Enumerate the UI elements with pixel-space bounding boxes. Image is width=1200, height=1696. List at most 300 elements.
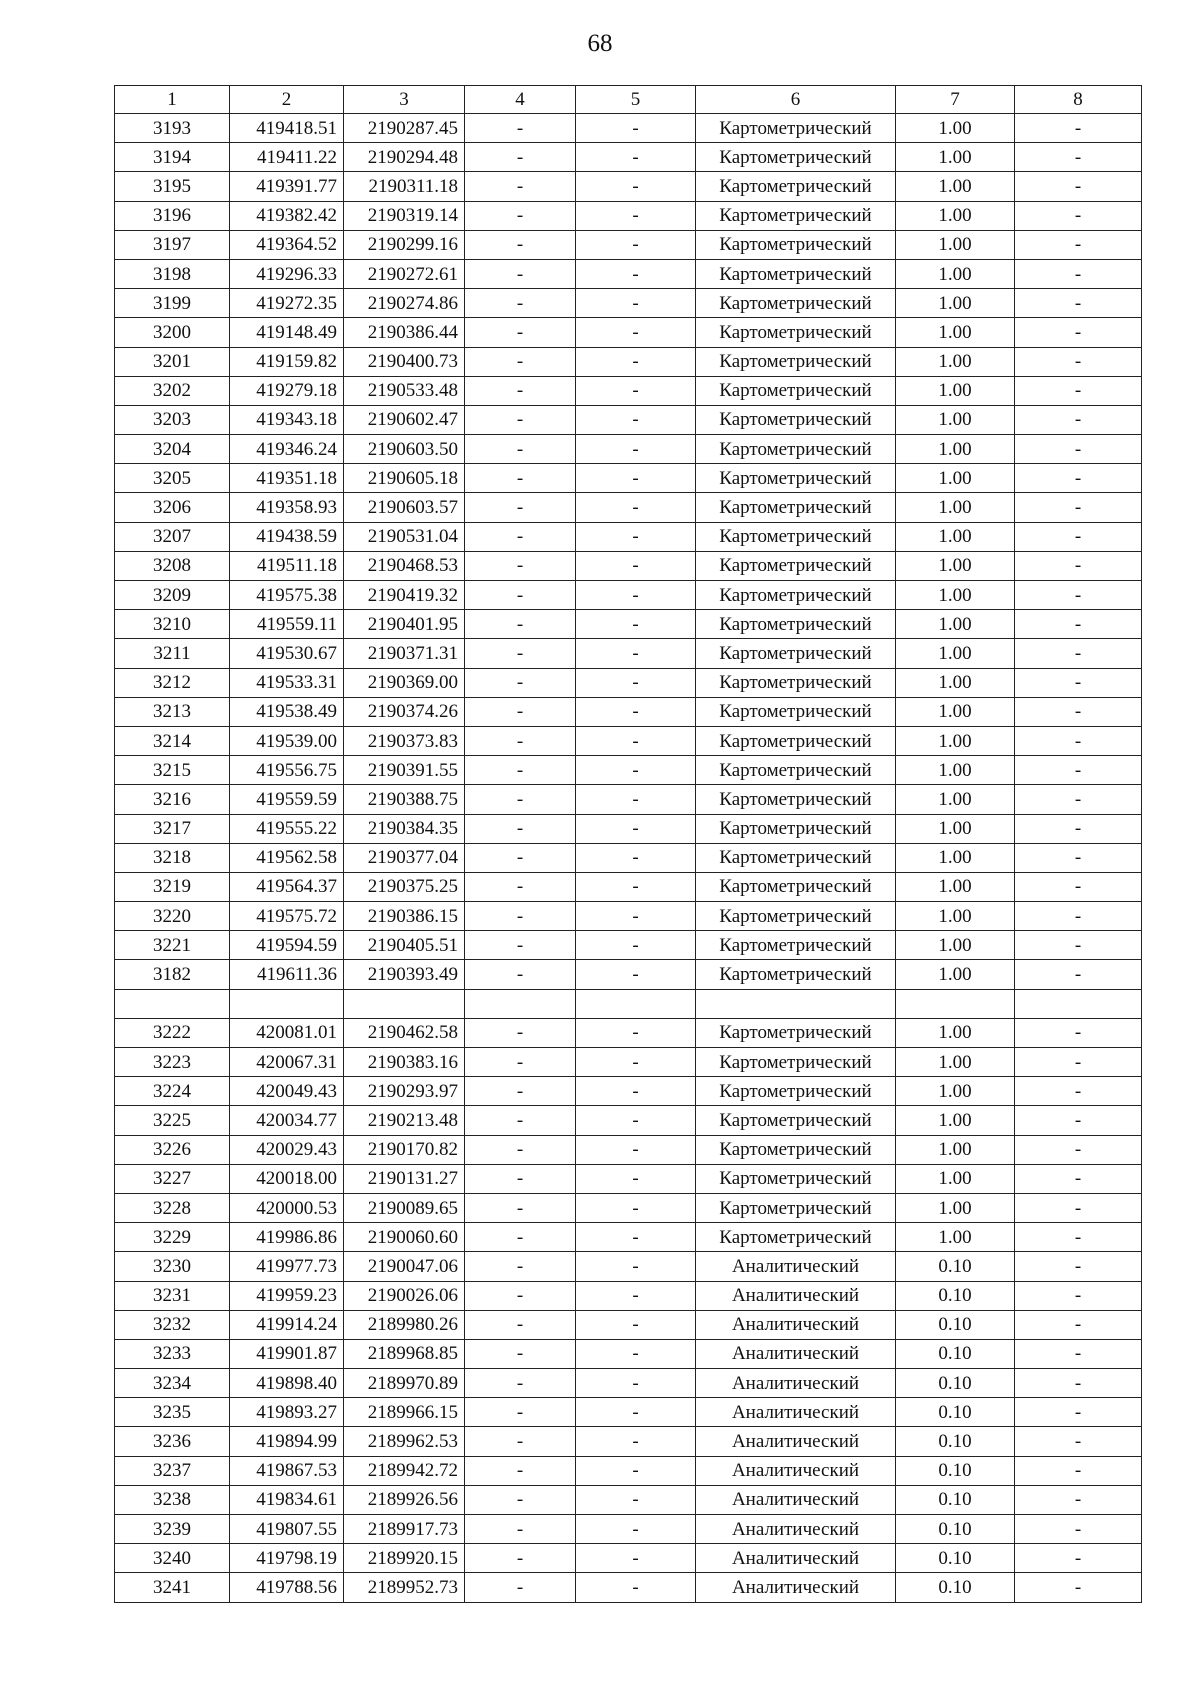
table-row xyxy=(115,201,1142,230)
table-cell: 2189980.26 xyxy=(344,1310,465,1339)
table-cell: Картометрический xyxy=(696,230,896,259)
table-cell: - xyxy=(1015,756,1142,785)
table-cell: - xyxy=(576,1164,696,1193)
column-header: 1 xyxy=(115,86,230,114)
table-cell: 0.10 xyxy=(896,1310,1015,1339)
table-row xyxy=(115,1310,1142,1339)
table-cell: - xyxy=(576,960,696,989)
table-cell: 0.10 xyxy=(896,1398,1015,1427)
table-row xyxy=(115,989,1142,1018)
table-cell: 2190419.32 xyxy=(344,581,465,610)
table-cell: 420034.77 xyxy=(230,1106,344,1135)
table-cell: 2190131.27 xyxy=(344,1164,465,1193)
table-cell: - xyxy=(465,785,576,814)
table-cell: - xyxy=(465,814,576,843)
table-cell: Картометрический xyxy=(696,931,896,960)
table-cell: - xyxy=(465,1485,576,1514)
table-cell: - xyxy=(576,1193,696,1222)
table-row xyxy=(115,902,1142,931)
table-cell: - xyxy=(1015,464,1142,493)
table-cell: 3233 xyxy=(115,1339,230,1368)
table-cell: Картометрический xyxy=(696,347,896,376)
table-cell: - xyxy=(576,1310,696,1339)
table-cell: 419530.67 xyxy=(230,639,344,668)
table-cell: 419418.51 xyxy=(230,114,344,143)
table-cell: 2190377.04 xyxy=(344,843,465,872)
table-cell: 1.00 xyxy=(896,1018,1015,1047)
table-row xyxy=(115,1252,1142,1281)
table-row xyxy=(115,1018,1142,1047)
table-cell: - xyxy=(576,1281,696,1310)
table-cell: 419159.82 xyxy=(230,347,344,376)
table-cell: - xyxy=(1015,551,1142,580)
table-cell: - xyxy=(465,114,576,143)
table-cell: - xyxy=(465,1252,576,1281)
table-cell: Картометрический xyxy=(696,697,896,726)
table-cell: - xyxy=(465,376,576,405)
table-cell: - xyxy=(465,931,576,960)
table-cell: - xyxy=(1015,1135,1142,1164)
table-cell: 419611.36 xyxy=(230,960,344,989)
table-cell: 1.00 xyxy=(896,522,1015,551)
table-cell: - xyxy=(1015,493,1142,522)
table-cell: 1.00 xyxy=(896,1106,1015,1135)
table-cell: 3208 xyxy=(115,551,230,580)
table-cell xyxy=(1015,989,1142,1018)
table-cell: - xyxy=(1015,201,1142,230)
table-cell: - xyxy=(576,376,696,405)
table-cell: - xyxy=(465,726,576,755)
table-cell: 419914.24 xyxy=(230,1310,344,1339)
table-cell: 1.00 xyxy=(896,581,1015,610)
table-cell: - xyxy=(1015,318,1142,347)
table-cell: Картометрический xyxy=(696,464,896,493)
column-header: 6 xyxy=(696,86,896,114)
table-cell: 2190468.53 xyxy=(344,551,465,580)
table-cell: 3202 xyxy=(115,376,230,405)
table-cell: - xyxy=(465,143,576,172)
table-cell: - xyxy=(576,843,696,872)
table-cell: - xyxy=(465,872,576,901)
table-cell: - xyxy=(1015,289,1142,318)
table-cell: 2190386.15 xyxy=(344,902,465,931)
table-cell: - xyxy=(465,1048,576,1077)
table-row xyxy=(115,522,1142,551)
table-cell: 419562.58 xyxy=(230,843,344,872)
table-cell: 0.10 xyxy=(896,1369,1015,1398)
table-cell: - xyxy=(465,435,576,464)
column-header: 8 xyxy=(1015,86,1142,114)
table-row xyxy=(115,289,1142,318)
table-cell: 3182 xyxy=(115,960,230,989)
table-cell: Картометрический xyxy=(696,872,896,901)
table-cell: - xyxy=(465,551,576,580)
table-cell: 1.00 xyxy=(896,289,1015,318)
table-cell: 0.10 xyxy=(896,1456,1015,1485)
table-cell: 2190213.48 xyxy=(344,1106,465,1135)
table-row xyxy=(115,785,1142,814)
table-cell: - xyxy=(465,405,576,434)
table-cell: Аналитический xyxy=(696,1398,896,1427)
table-cell: 1.00 xyxy=(896,201,1015,230)
table-cell: 419438.59 xyxy=(230,522,344,551)
table-cell: - xyxy=(1015,347,1142,376)
table-cell: - xyxy=(576,172,696,201)
table-cell: 1.00 xyxy=(896,668,1015,697)
table-cell: - xyxy=(576,464,696,493)
table-cell: 419894.99 xyxy=(230,1427,344,1456)
table-cell: 3236 xyxy=(115,1427,230,1456)
table-cell: - xyxy=(1015,1427,1142,1456)
table-row xyxy=(115,1398,1142,1427)
table-cell: 419391.77 xyxy=(230,172,344,201)
table-cell: 3239 xyxy=(115,1515,230,1544)
table-cell: 1.00 xyxy=(896,230,1015,259)
table-cell: Картометрический xyxy=(696,493,896,522)
table-cell: - xyxy=(1015,114,1142,143)
table-cell: - xyxy=(465,1515,576,1544)
table-cell: 3196 xyxy=(115,201,230,230)
table-cell: 1.00 xyxy=(896,551,1015,580)
table-cell: Картометрический xyxy=(696,259,896,288)
table-cell: 2189962.53 xyxy=(344,1427,465,1456)
table-cell: 3204 xyxy=(115,435,230,464)
table-cell: - xyxy=(465,318,576,347)
table-cell: - xyxy=(576,872,696,901)
table-cell: Аналитический xyxy=(696,1485,896,1514)
table-cell: 1.00 xyxy=(896,1223,1015,1252)
table-cell: - xyxy=(465,1164,576,1193)
table-cell: 3235 xyxy=(115,1398,230,1427)
table-cell: 420067.31 xyxy=(230,1048,344,1077)
table-cell: Аналитический xyxy=(696,1369,896,1398)
table-cell: 1.00 xyxy=(896,493,1015,522)
table-cell: 3211 xyxy=(115,639,230,668)
table-cell: 3228 xyxy=(115,1193,230,1222)
table-cell: 1.00 xyxy=(896,814,1015,843)
table-cell: - xyxy=(465,581,576,610)
table-cell: 419364.52 xyxy=(230,230,344,259)
table-cell: Картометрический xyxy=(696,1106,896,1135)
table-cell: 419556.75 xyxy=(230,756,344,785)
table-cell: - xyxy=(576,1369,696,1398)
table-cell: - xyxy=(576,201,696,230)
table-row xyxy=(115,114,1142,143)
table-cell: 3194 xyxy=(115,143,230,172)
table-cell: Аналитический xyxy=(696,1573,896,1602)
table-cell: 419807.55 xyxy=(230,1515,344,1544)
table-row xyxy=(115,697,1142,726)
table-cell: Картометрический xyxy=(696,201,896,230)
table-cell: 2190386.44 xyxy=(344,318,465,347)
table-cell: 419575.72 xyxy=(230,902,344,931)
table-cell: 2190388.75 xyxy=(344,785,465,814)
table-cell: Картометрический xyxy=(696,960,896,989)
table-cell: - xyxy=(1015,785,1142,814)
table-cell: 1.00 xyxy=(896,1164,1015,1193)
table-cell: 2190026.06 xyxy=(344,1281,465,1310)
table-cell: - xyxy=(1015,1077,1142,1106)
table-cell: 3237 xyxy=(115,1456,230,1485)
table-cell: 3210 xyxy=(115,610,230,639)
table-cell: 3198 xyxy=(115,259,230,288)
table-cell: - xyxy=(465,1544,576,1573)
table-cell xyxy=(344,989,465,1018)
table-cell: - xyxy=(576,230,696,259)
table-row xyxy=(115,259,1142,288)
table-cell: - xyxy=(1015,230,1142,259)
table-cell: - xyxy=(1015,1048,1142,1077)
table-cell: 2189966.15 xyxy=(344,1398,465,1427)
table-cell: 2189952.73 xyxy=(344,1573,465,1602)
table-cell: - xyxy=(465,1310,576,1339)
table-cell: - xyxy=(576,814,696,843)
table-cell: 2190602.47 xyxy=(344,405,465,434)
table-cell: 2190369.00 xyxy=(344,668,465,697)
table-cell: 2190294.48 xyxy=(344,143,465,172)
table-cell: - xyxy=(465,1223,576,1252)
table-cell: 420081.01 xyxy=(230,1018,344,1047)
table-cell: 1.00 xyxy=(896,464,1015,493)
column-header: 7 xyxy=(896,86,1015,114)
table-cell: - xyxy=(1015,1339,1142,1368)
table-cell: 3195 xyxy=(115,172,230,201)
table-cell: Аналитический xyxy=(696,1456,896,1485)
table-cell: - xyxy=(576,318,696,347)
table-row xyxy=(115,1135,1142,1164)
table-cell: - xyxy=(465,902,576,931)
table-cell: - xyxy=(576,1456,696,1485)
table-cell: - xyxy=(465,1135,576,1164)
table-cell: 419867.53 xyxy=(230,1456,344,1485)
table-cell: 3207 xyxy=(115,522,230,551)
table-cell: - xyxy=(576,697,696,726)
table-cell: 419346.24 xyxy=(230,435,344,464)
column-header: 4 xyxy=(465,86,576,114)
table-cell: 1.00 xyxy=(896,1048,1015,1077)
table-cell: - xyxy=(465,960,576,989)
table-cell: 419594.59 xyxy=(230,931,344,960)
table-cell: 3232 xyxy=(115,1310,230,1339)
table-row xyxy=(115,668,1142,697)
table-cell: - xyxy=(465,1398,576,1427)
table-cell: 2189926.56 xyxy=(344,1485,465,1514)
table-cell: 419898.40 xyxy=(230,1369,344,1398)
table-cell: - xyxy=(1015,960,1142,989)
table-cell: - xyxy=(1015,581,1142,610)
table-row xyxy=(115,1339,1142,1368)
table-row xyxy=(115,872,1142,901)
table-row xyxy=(115,610,1142,639)
table-cell: 2190383.16 xyxy=(344,1048,465,1077)
table-cell: - xyxy=(1015,1310,1142,1339)
table-cell: 3205 xyxy=(115,464,230,493)
table-cell: Аналитический xyxy=(696,1281,896,1310)
table-cell: - xyxy=(576,551,696,580)
table-cell: 0.10 xyxy=(896,1339,1015,1368)
table-cell: - xyxy=(576,1339,696,1368)
table-cell: Аналитический xyxy=(696,1310,896,1339)
table-cell: - xyxy=(576,756,696,785)
table-cell: 1.00 xyxy=(896,610,1015,639)
table-cell: 1.00 xyxy=(896,376,1015,405)
table-cell: - xyxy=(576,522,696,551)
table-cell xyxy=(230,989,344,1018)
table-cell: 3225 xyxy=(115,1106,230,1135)
table-row xyxy=(115,1106,1142,1135)
table-cell: Картометрический xyxy=(696,1223,896,1252)
table-cell: - xyxy=(465,610,576,639)
table-cell: Картометрический xyxy=(696,522,896,551)
table-cell: 1.00 xyxy=(896,843,1015,872)
table-cell: 2190533.48 xyxy=(344,376,465,405)
table-cell: Картометрический xyxy=(696,172,896,201)
table-cell: - xyxy=(465,1427,576,1456)
table-cell xyxy=(465,989,576,1018)
table-cell: 1.00 xyxy=(896,114,1015,143)
table-cell: 3200 xyxy=(115,318,230,347)
table-cell: - xyxy=(1015,259,1142,288)
table-cell: 2190293.97 xyxy=(344,1077,465,1106)
table-cell: 3234 xyxy=(115,1369,230,1398)
table-row xyxy=(115,1485,1142,1514)
table-cell: 1.00 xyxy=(896,172,1015,201)
table-cell: - xyxy=(576,931,696,960)
column-header: 3 xyxy=(344,86,465,114)
table-cell: 2190531.04 xyxy=(344,522,465,551)
table-cell: - xyxy=(1015,902,1142,931)
table-cell: - xyxy=(1015,1018,1142,1047)
table-cell: 2190274.86 xyxy=(344,289,465,318)
table-cell: Картометрический xyxy=(696,114,896,143)
table-row xyxy=(115,493,1142,522)
table-cell: 0.10 xyxy=(896,1515,1015,1544)
table-cell: - xyxy=(1015,1544,1142,1573)
table-cell: - xyxy=(1015,726,1142,755)
table-row xyxy=(115,1223,1142,1252)
table-cell: 1.00 xyxy=(896,785,1015,814)
table-cell: 0.10 xyxy=(896,1252,1015,1281)
table-cell: 419559.11 xyxy=(230,610,344,639)
table-cell: Аналитический xyxy=(696,1544,896,1573)
table-cell: - xyxy=(1015,697,1142,726)
table-cell: 419382.42 xyxy=(230,201,344,230)
table-cell: 3197 xyxy=(115,230,230,259)
table-cell: 419798.19 xyxy=(230,1544,344,1573)
table-cell: - xyxy=(576,1485,696,1514)
table-cell: 2189917.73 xyxy=(344,1515,465,1544)
table-cell: - xyxy=(1015,872,1142,901)
table-row xyxy=(115,1164,1142,1193)
table-row xyxy=(115,143,1142,172)
table-cell: 3217 xyxy=(115,814,230,843)
table-cell: 2190089.65 xyxy=(344,1193,465,1222)
table-cell: - xyxy=(576,114,696,143)
table-cell: 2190462.58 xyxy=(344,1018,465,1047)
table-cell: 3241 xyxy=(115,1573,230,1602)
table-cell: - xyxy=(465,289,576,318)
table-cell: 3206 xyxy=(115,493,230,522)
table-cell: 3209 xyxy=(115,581,230,610)
table-cell: 2190319.14 xyxy=(344,201,465,230)
table-cell: - xyxy=(1015,610,1142,639)
table-cell: - xyxy=(465,1193,576,1222)
table-cell: 3222 xyxy=(115,1018,230,1047)
table-cell: - xyxy=(1015,143,1142,172)
table-cell: - xyxy=(465,843,576,872)
table-cell: 1.00 xyxy=(896,872,1015,901)
table-cell: 3223 xyxy=(115,1048,230,1077)
table-cell: 3240 xyxy=(115,1544,230,1573)
table-cell xyxy=(115,989,230,1018)
table-cell: 3193 xyxy=(115,114,230,143)
table-cell: - xyxy=(576,1106,696,1135)
table-cell: Картометрический xyxy=(696,1077,896,1106)
table-cell: 3215 xyxy=(115,756,230,785)
table-cell: - xyxy=(576,639,696,668)
table-cell: 2190060.60 xyxy=(344,1223,465,1252)
table-cell: - xyxy=(1015,1485,1142,1514)
table-cell: 1.00 xyxy=(896,143,1015,172)
table-cell: 2190047.06 xyxy=(344,1252,465,1281)
table-cell: Картометрический xyxy=(696,639,896,668)
table-cell: 2189970.89 xyxy=(344,1369,465,1398)
table-cell: Картометрический xyxy=(696,435,896,464)
table-cell: 1.00 xyxy=(896,960,1015,989)
table-cell: - xyxy=(465,259,576,288)
table-row xyxy=(115,814,1142,843)
table-cell: 2190401.95 xyxy=(344,610,465,639)
table-cell: Картометрический xyxy=(696,376,896,405)
table-cell: 2190603.50 xyxy=(344,435,465,464)
table-cell: - xyxy=(465,230,576,259)
table-cell: 2190287.45 xyxy=(344,114,465,143)
table-cell: - xyxy=(465,1018,576,1047)
table-cell: - xyxy=(1015,405,1142,434)
table-row xyxy=(115,639,1142,668)
table-cell: 2190603.57 xyxy=(344,493,465,522)
table-cell: 3199 xyxy=(115,289,230,318)
table-cell: Картометрический xyxy=(696,318,896,347)
table-cell: 2190393.49 xyxy=(344,960,465,989)
table-cell: - xyxy=(1015,1515,1142,1544)
table-cell: 1.00 xyxy=(896,405,1015,434)
table-cell: 3203 xyxy=(115,405,230,434)
table-cell: 3218 xyxy=(115,843,230,872)
table-cell xyxy=(576,989,696,1018)
table-cell: 1.00 xyxy=(896,726,1015,755)
table-cell: Картометрический xyxy=(696,405,896,434)
table-cell: 1.00 xyxy=(896,902,1015,931)
table-cell: - xyxy=(1015,1369,1142,1398)
table-cell: Картометрический xyxy=(696,143,896,172)
table-cell: 1.00 xyxy=(896,697,1015,726)
table-cell: 419538.49 xyxy=(230,697,344,726)
table-cell: Картометрический xyxy=(696,1048,896,1077)
table-cell: - xyxy=(1015,435,1142,464)
table-row xyxy=(115,1369,1142,1398)
table-cell: 2189968.85 xyxy=(344,1339,465,1368)
table-cell: 2190371.31 xyxy=(344,639,465,668)
table-cell: - xyxy=(465,1077,576,1106)
table-cell: 419148.49 xyxy=(230,318,344,347)
table-cell: 419533.31 xyxy=(230,668,344,697)
table-cell: - xyxy=(465,1339,576,1368)
table-row xyxy=(115,726,1142,755)
table-cell: 419901.87 xyxy=(230,1339,344,1368)
table-cell: 419343.18 xyxy=(230,405,344,434)
table-cell: Картометрический xyxy=(696,814,896,843)
